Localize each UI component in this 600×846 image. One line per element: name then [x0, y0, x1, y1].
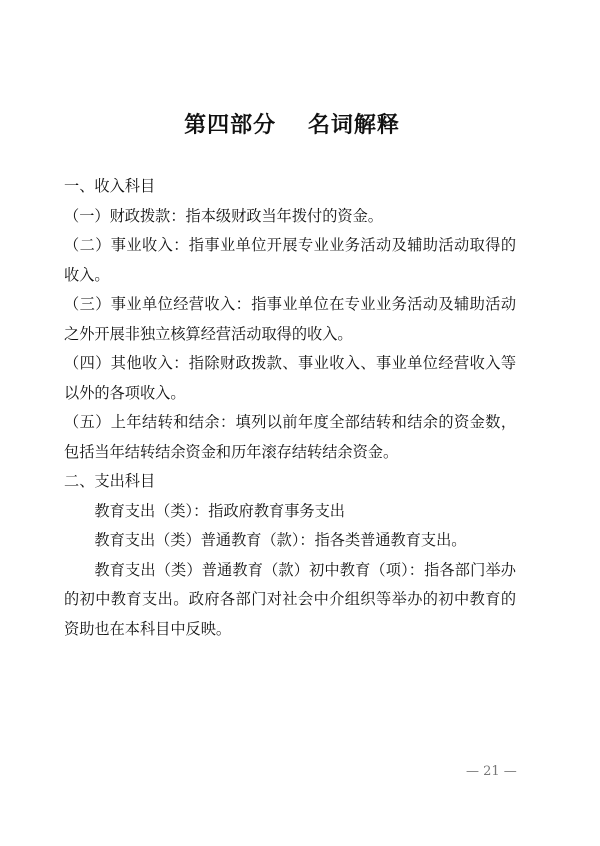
page-number: — 21 — — [466, 764, 517, 779]
definition-carryover-balance: （五）上年结转和结余：填列以前年度全部结转和结余的资金数，包括当年结转结余资金和历年滚存结转结余资金。 — [64, 413, 516, 461]
definition-general-education: 教育支出（类）普通教育（款）：指各类普通教育支出。 — [94, 531, 467, 549]
section-heading-income: 一、收入科目 — [64, 177, 156, 195]
definition-business-income: （二）事业收入：指事业单位开展专业业务活动及辅助活动取得的收入。 — [64, 236, 516, 284]
definition-other-income: （四）其他收入：指除财政拨款、事业收入、事业单位经营收入等以外的各项收入。 — [64, 354, 516, 402]
section-heading-expenditure: 二、支出科目 — [64, 472, 156, 490]
definition-junior-middle-education: 教育支出（类）普通教育（款）初中教育（项）：指各部门举办的初中教育支出。政府各部门对社会中介组织等举办的初中教育的资助也在本科目中反映。 — [64, 560, 516, 638]
document-body — [64, 172, 516, 644]
definition-fiscal-appropriation: （一）财政拨款：指本级财政当年拨付的资金。 — [64, 206, 383, 225]
page-title: 第四部分 名词解释 — [184, 112, 400, 138]
definition-education-expenditure: 教育支出（类）：指政府教育事务支出 — [94, 501, 345, 520]
definition-operating-income: （三）事业单位经营收入：指事业单位在专业业务活动及辅助活动之外开展非独立核算经营活动取得的收入。 — [64, 295, 516, 343]
